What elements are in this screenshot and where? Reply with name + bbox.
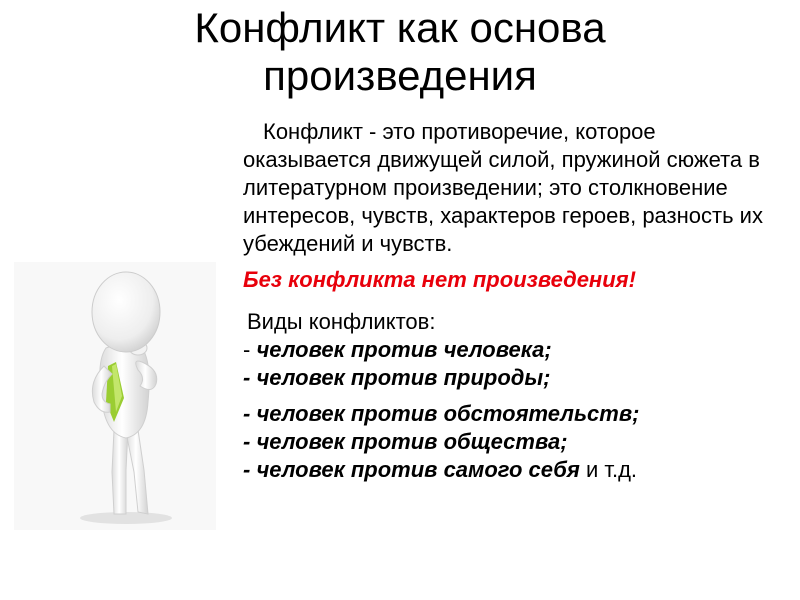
title-line-1: Конфликт как основа xyxy=(194,4,606,51)
list-item xyxy=(243,336,783,364)
list-item xyxy=(243,400,783,428)
list-item xyxy=(243,364,783,392)
list-item-prefix: - xyxy=(243,457,257,482)
list-item-text: человек против общества; xyxy=(256,429,568,454)
spacer xyxy=(243,392,783,400)
slide-title xyxy=(0,4,800,100)
list-item-prefix: - xyxy=(243,401,257,426)
slide-body xyxy=(243,118,783,484)
list-item-text: человек против человека; xyxy=(256,337,552,362)
list-item-text: человек против обстоятельств; xyxy=(256,401,640,426)
list-item-text: человек против самого себя xyxy=(256,457,580,482)
thinking-figure-icon xyxy=(14,262,216,530)
list-item-prefix: - xyxy=(243,429,257,454)
conflict-types-label: Виды конфликтов: xyxy=(247,309,436,334)
list-item-suffix: и т.д. xyxy=(579,457,638,482)
list-item-text: человек против природы; xyxy=(256,365,551,390)
definition-text: Конфликт - это противоречие, которое оказывается движущей силой, пружиной сюжета в литературном произведении; это столкновение интересов, чувств, характеров героев, разность их убеждений и чувств. xyxy=(243,119,763,256)
highlight-statement: Без конфликта нет произведения! xyxy=(243,267,636,292)
conflict-types-list xyxy=(243,336,783,484)
title-line-2: произведения xyxy=(263,52,537,99)
list-item xyxy=(243,456,783,484)
list-item-prefix: - xyxy=(243,365,257,390)
list-item-prefix: - xyxy=(243,337,257,362)
list-item xyxy=(243,428,783,456)
